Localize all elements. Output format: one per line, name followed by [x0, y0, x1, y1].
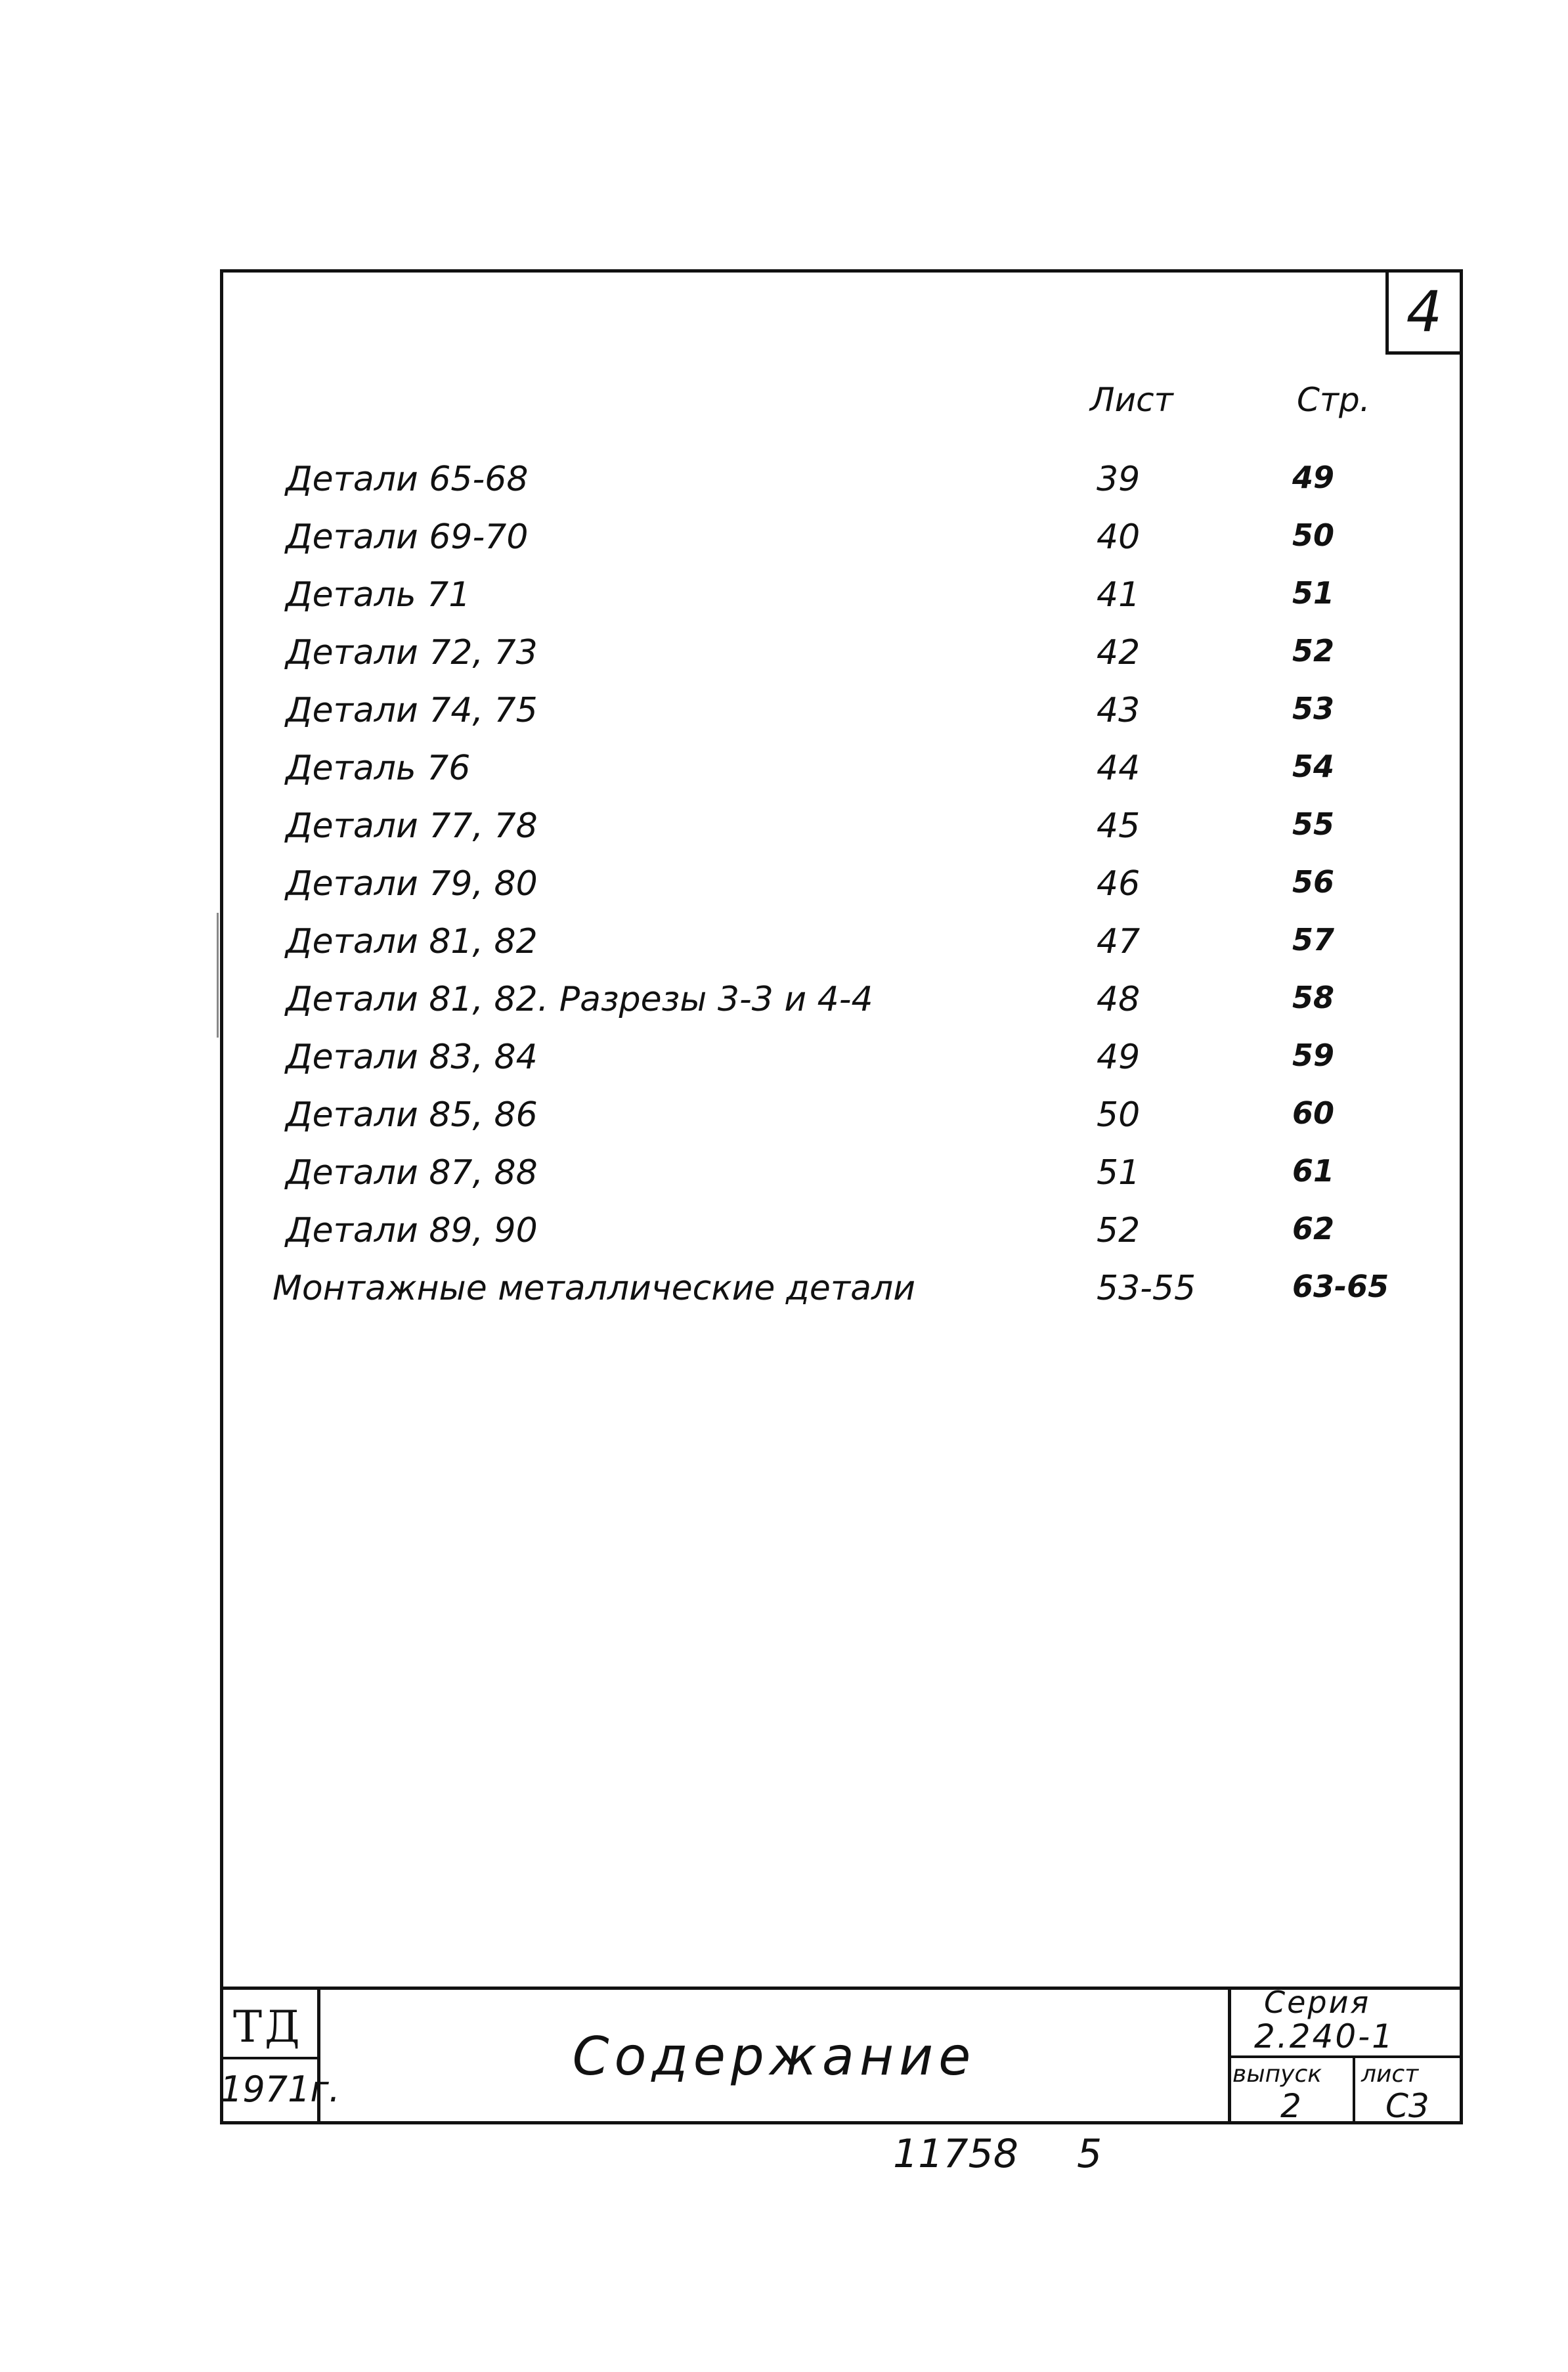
contents-row: [0, 980, 1568, 1038]
row-title: Деталь 71: [286, 575, 471, 615]
document-title: Содержание: [572, 2026, 976, 2087]
contents-row: [0, 575, 1568, 633]
row-title: Детали 83, 84: [286, 1038, 538, 1077]
row-title: Детали 77, 78: [286, 806, 538, 846]
row-title: Детали 81, 82. Разрезы 3-3 и 4-4: [286, 980, 873, 1019]
series-number: 2.240-1: [1254, 2017, 1395, 2055]
row-sheet: 42: [1097, 633, 1141, 672]
row-page: 50: [1292, 517, 1335, 553]
title-block-divider: [1353, 2055, 1355, 2124]
issue-value: 2: [1280, 2087, 1301, 2125]
contents-row: [0, 1095, 1568, 1153]
row-sheet: 49: [1097, 1038, 1141, 1077]
issue-label: выпуск: [1232, 2061, 1322, 2088]
row-page: 52: [1292, 633, 1335, 669]
title-block: [220, 1987, 1463, 2124]
row-title: Деталь 76: [286, 749, 471, 788]
contents-row: [0, 922, 1568, 980]
series-label: Серия: [1264, 1985, 1371, 2020]
contents-row: [0, 749, 1568, 806]
title-block-divider: [220, 2057, 318, 2059]
title-block-divider: [1228, 2055, 1463, 2058]
row-page: 60: [1292, 1095, 1335, 1131]
contents-row: [0, 1038, 1568, 1095]
row-page: 49: [1292, 460, 1335, 495]
sheet-label: лист: [1361, 2061, 1419, 2088]
row-title: Монтажные металлические детали: [272, 1269, 916, 1308]
footer-number: 11758: [893, 2131, 1018, 2177]
row-sheet: 45: [1097, 806, 1141, 846]
contents-row: [0, 691, 1568, 749]
organization-code: ТД: [233, 2002, 303, 2052]
sheet-number-box: [1385, 269, 1463, 355]
row-page: 62: [1292, 1211, 1335, 1246]
row-title: Детали 87, 88: [286, 1153, 538, 1193]
row-sheet: 47: [1097, 922, 1141, 961]
row-page: 51: [1292, 575, 1335, 611]
sheet-value: С3: [1385, 2087, 1429, 2125]
row-title: Детали 65-68: [286, 460, 529, 499]
column-header-page: Стр.: [1297, 381, 1370, 419]
row-sheet: 39: [1097, 460, 1141, 499]
row-title: Детали 85, 86: [286, 1095, 538, 1135]
row-page: 58: [1292, 980, 1335, 1015]
row-sheet: 50: [1097, 1095, 1141, 1135]
row-sheet: 40: [1097, 517, 1141, 557]
row-sheet: 52: [1097, 1211, 1141, 1250]
contents-row: [0, 633, 1568, 691]
row-title: Детали 72, 73: [286, 633, 538, 672]
row-sheet: 53-55: [1097, 1269, 1196, 1308]
row-sheet: 46: [1097, 864, 1141, 904]
row-page: 57: [1292, 922, 1335, 957]
row-page: 54: [1292, 749, 1335, 784]
footer-page: 5: [1077, 2131, 1102, 2177]
year: 1971г.: [220, 2069, 340, 2110]
sheet-number: 4: [1406, 279, 1443, 345]
contents-row: [0, 864, 1568, 922]
column-header-sheet: Лист: [1090, 381, 1173, 419]
row-page: 55: [1292, 806, 1335, 842]
row-sheet: 43: [1097, 691, 1141, 730]
row-page: 63-65: [1292, 1269, 1389, 1304]
contents-row: [0, 1211, 1568, 1269]
row-page: 59: [1292, 1038, 1335, 1073]
row-sheet: 48: [1097, 980, 1141, 1019]
row-sheet: 44: [1097, 749, 1141, 788]
row-title: Детали 81, 82: [286, 922, 538, 961]
contents-row: [0, 1153, 1568, 1211]
contents-row: [0, 806, 1568, 864]
row-title: Детали 79, 80: [286, 864, 538, 904]
row-sheet: 41: [1097, 575, 1141, 615]
contents-row: [0, 1269, 1568, 1327]
row-page: 56: [1292, 864, 1335, 900]
row-page: 61: [1292, 1153, 1335, 1189]
row-title: Детали 89, 90: [286, 1211, 538, 1250]
row-title: Детали 74, 75: [286, 691, 538, 730]
row-sheet: 51: [1097, 1153, 1141, 1193]
row-page: 53: [1292, 691, 1335, 726]
contents-row: [0, 517, 1568, 575]
contents-row: [0, 460, 1568, 517]
row-title: Детали 69-70: [286, 517, 529, 557]
